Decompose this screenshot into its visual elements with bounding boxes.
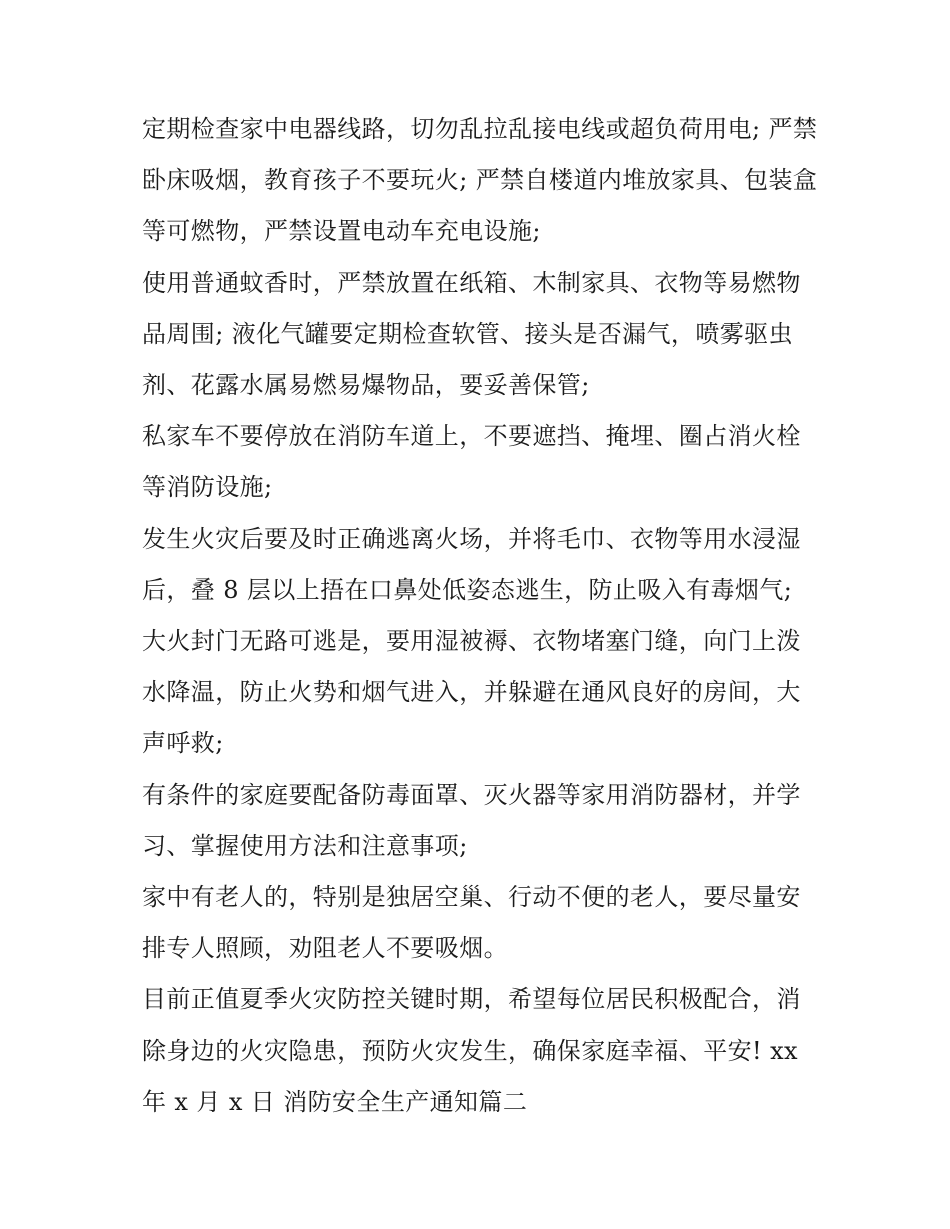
paragraph-equipment: 有条件的家庭要配备防毒面罩、灭火器等家用消防器材，并学习、掌握使用方法和注意事项; xyxy=(142,780,801,860)
paragraph-escape: 发生火灾后要及时正确逃离火场，并将毛巾、衣物等用水浸湿后，叠 8 层以上捂在口鼻处低姿态逃生，防止吸入有毒烟气; xyxy=(142,524,801,604)
paragraph-mosquito-coil-gas: 使用普通蚊香时，严禁放置在纸箱、木制家具、衣物等易燃物品周围; 液化气罐要定期检查软管、接头是否漏气，喷雾驱虫剂、花露水属易燃易爆物品，要妥善保管; xyxy=(142,268,801,400)
paragraph-closing: 目前正值夏季火灾防控关键时期，希望每位居民积极配合，消除身边的火灾隐患，预防火灾发生，确保家庭幸福、平安! xx 年 x 月 x 日 消防安全生产通知篇二 xyxy=(142,985,801,1116)
paragraph-elderly: 家中有老人的，特别是独居空巢、行动不便的老人，要尽量安排专人照顾，劝阻老人不要吸烟。 xyxy=(142,883,801,963)
paragraph-fire-lane: 私家车不要停放在消防车道上，不要遮挡、掩埋、圈占消火栓等消防设施; xyxy=(142,422,801,502)
paragraph-electrical-safety: 定期检查家中电器线路，切勿乱拉乱接电线或超负荷用电; 严禁卧床吸烟，教育孩子不要玩火; 严禁自楼道内堆放家具、包装盒等可燃物，严禁设置电动车充电设施; xyxy=(142,115,818,246)
document-body xyxy=(142,104,822,1128)
paragraph-trapped: 大火封门无路可逃是，要用湿被褥、衣物堵塞门缝，向门上泼水降温，防止火势和烟气进入，并躲避在通风良好的房间，大声呼救; xyxy=(142,627,801,758)
